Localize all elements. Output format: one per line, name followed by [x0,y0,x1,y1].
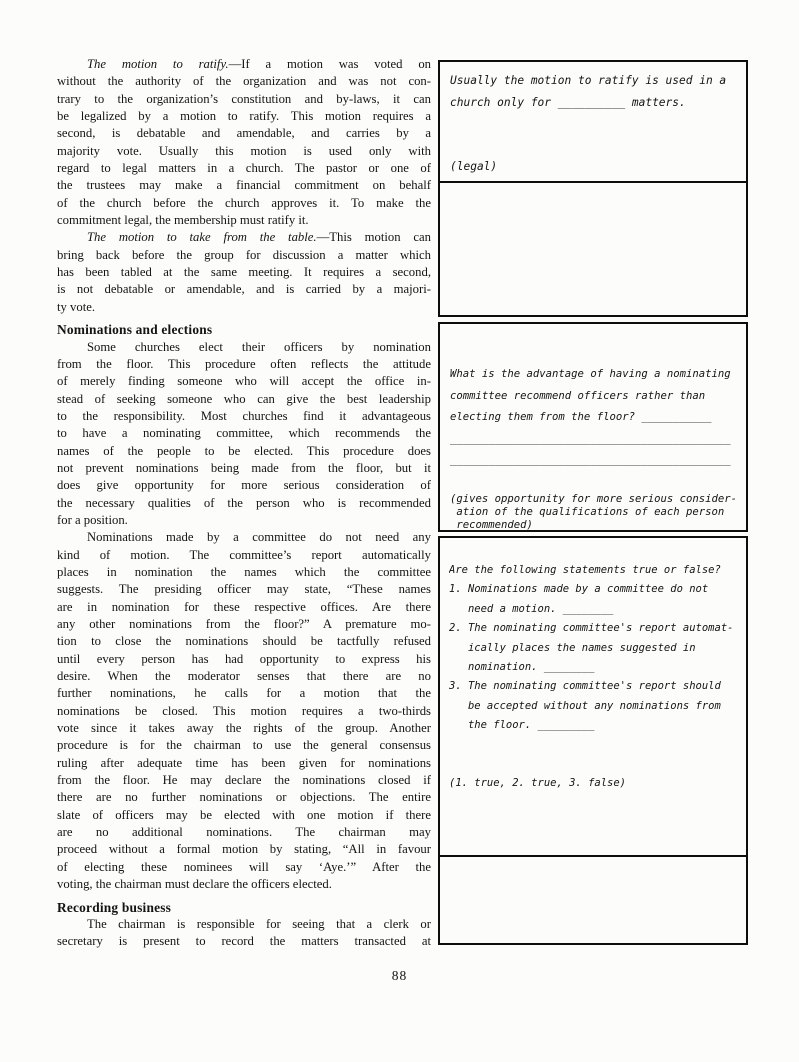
body-text: there are no further nominations or objections. The entire [57,790,431,805]
typewriter-line: electing them from the floor? ___________ [450,411,712,423]
body-text: the necessary qualities of the person who is recommended [57,495,431,510]
body-text: desire. When the moderator senses that there are no [57,669,431,684]
body-text: to the responsibility. Most churches find it advantageous [57,408,431,423]
body-text: names of the people to be elected. This procedure does [57,443,431,458]
text-line [57,425,431,442]
text-line [57,933,431,950]
text-line [57,264,431,281]
text-line [57,668,431,685]
body-text: are in nomination for these respective offices. Are there [57,599,431,614]
body-text: majority vote. Usually this motion is used only with [57,143,431,158]
body-text: ruling after adequate time has been given for nominations [57,755,431,770]
text-line [57,73,431,90]
text-line [57,356,431,373]
paragraph [57,339,431,530]
typewriter-line: 2. The nominating committee's report automat- [449,622,734,635]
box-empty-bottom [438,855,748,945]
body-text: ty vote. [57,299,96,314]
body-text: further nominations, he calls for a motion that the [57,686,431,701]
body-text: to have a nominating committee, which recommends the [57,426,431,441]
blank-line [450,113,740,135]
text-line [57,599,431,616]
paragraph [57,916,431,951]
body-text: tion to close the nominations should be tactfully refused [57,634,431,649]
italic-text: The motion to ratify. [87,57,229,71]
body-text: be legalized by a motion to ratify. This motion requires a [57,109,431,124]
body-text: —If a motion was voted on [228,57,432,71]
body-text: proceed without a formal motion by stating, “All in favour [57,842,431,857]
body-text: commitment legal, the membership must ratify it. [57,213,309,228]
box-true-false-question [438,536,748,858]
typewriter-line: recommended) [450,519,533,532]
typewriter-line: What is the advantage of having a nominating [450,368,731,380]
text-line [57,339,431,356]
text-line [57,737,431,754]
body-text: without the authority of the organization and was not con- [57,74,431,89]
typewriter-line: need a motion. ________ [449,602,614,615]
left-column [57,56,431,951]
body-text: —This motion can [316,230,431,245]
typewriter-line: the floor. _________ [449,719,595,732]
text-line [57,408,431,425]
text-line [57,177,431,194]
typewriter-line: be accepted without any nominations from [449,699,721,712]
text-line [57,281,431,298]
text-line [57,529,431,546]
text-line [57,789,431,806]
text-line [57,720,431,737]
text-line [57,373,431,390]
typewriter-line: ation of the qualifications of each person [450,506,725,519]
blank-line [449,755,744,774]
text-line [57,876,431,893]
typewriter-section [450,493,740,533]
text-line [57,195,431,212]
text-line [57,247,431,264]
text-line [57,703,431,720]
body-text: regard to legal matters in a church. The pastor or one of [57,161,431,176]
typewriter-line: Are the following statements true or false? [449,564,721,576]
typewriter-section [449,774,744,793]
text-line [57,512,431,529]
body-text: slate of officers may be elected with one motion if there [57,807,431,822]
text-line [57,495,431,512]
body-text: from the floor. This procedure often reflects the attitude [57,356,431,371]
typewriter-line: 1. Nominations made by a committee do not [449,583,709,596]
typewriter-line: 3. The nominating committee's report should [449,680,721,693]
paragraph [57,229,431,316]
paragraph [57,56,431,229]
typewriter-line: ____________________________________________ [450,432,731,445]
typewriter-line: ically places the names suggested in [449,641,696,654]
text-line [57,755,431,772]
typewriter-line: church only for __________ matters. [450,95,686,109]
text-line [57,616,431,633]
text-line [57,685,431,702]
text-line [57,477,431,494]
body-text: of electing these nominees will say ‘Aye.’” After the [57,859,431,874]
text-line [57,460,431,477]
body-text: for a position. [57,512,128,527]
text-line [57,807,431,824]
box-empty-top [438,181,748,317]
body-text: any other nominations from the floor?” A premature mo- [57,617,431,631]
body-text: not prevent nominations being made from the floor, but it [57,460,431,475]
typewriter-line: ____________________________________________ [450,454,731,466]
body-text: Nominations made by a committee do not need any [87,530,431,545]
body-text: are no additional nominations. The chairman may [57,825,431,840]
body-text: the trustees may make a financial commitment on behalf [57,178,431,193]
body-text: places in nomination the names which the committee [57,564,431,579]
section-heading: Nominations and elections [57,322,213,338]
text-line [57,581,431,598]
body-text: until every person has had opportunity to express his [57,651,431,666]
body-text: Some churches elect their officers by nomination [87,339,431,354]
typewriter-section [450,364,740,493]
body-text: is not debatable or amendable, and is carried by a majori- [57,282,431,297]
text-line [57,229,431,246]
text-line [57,547,431,564]
typewriter-line: (legal) [450,160,498,173]
italic-text: The motion to take from the table. [87,230,317,245]
box-ratify-question [438,60,748,184]
body-text: vote since it takes away the rights of the group. Another [57,721,431,736]
body-text: has been tabled at the same meeting. It requires a second, [57,265,431,280]
text-line [57,143,431,160]
body-text: from the floor. He may declare the nominations closed if [57,773,431,788]
blank-line [450,472,740,494]
text-line [57,824,431,841]
text-line [57,859,431,876]
typewriter-line: committee recommend officers rather than [450,389,706,402]
body-text: suggests. The presiding officer may state, “These names [57,582,431,597]
box-nominating-question [438,322,748,532]
body-text: of the church before the church approves it. To make the [57,195,431,210]
body-text: The chairman is responsible for seeing that a clerk or [87,916,431,931]
typewriter-line: nomination. ________ [449,661,595,674]
text-line [57,299,431,316]
body-text: kind of motion. The committee’s report automatically [57,547,431,562]
typewriter-section [450,70,740,178]
typewriter-section [449,561,744,774]
body-text: second, is debatable and amendable, and carries by a [57,126,431,141]
section-heading: Recording business [57,899,172,915]
text-line [57,56,431,73]
text-line [57,633,431,650]
page-number: 88 [391,968,408,983]
text-line [57,841,431,858]
text-line [57,125,431,142]
typewriter-line: (gives opportunity for more serious consider- [450,493,738,505]
body-text: trary to the organization’s constitution and by-laws, it can [57,91,431,106]
typewriter-line: Usually the motion to ratify is used in a [450,74,727,87]
body-text: bring back before the group for discussion a matter which [57,247,431,262]
body-text: procedure is for the chairman to use the general consensus [57,738,431,753]
blank-line [449,736,744,755]
text-line [57,916,431,933]
text-line [57,391,431,408]
text-line [57,160,431,177]
body-text: voting, the chairman must declare the officers elected. [57,877,332,892]
text-line [57,651,431,668]
body-text: secretary is present to record the matters transacted at [57,934,431,949]
typewriter-line: (1. true, 2. true, 3. false) [449,777,627,790]
text-line [57,443,431,460]
text-line [57,212,431,229]
body-text: stead of seeking someone who can give the best leadership [57,391,431,406]
body-text: does give opportunity for more serious consideration of [57,478,431,493]
paragraph [57,529,431,893]
blank-line [450,135,740,157]
body-text: of merely finding someone who will accept the office in- [57,374,431,389]
text-line [57,772,431,789]
text-line [57,564,431,581]
body-text: nominations be closed. This motion requires a two-thirds [57,703,431,718]
text-line [57,91,431,108]
text-line [57,108,431,125]
